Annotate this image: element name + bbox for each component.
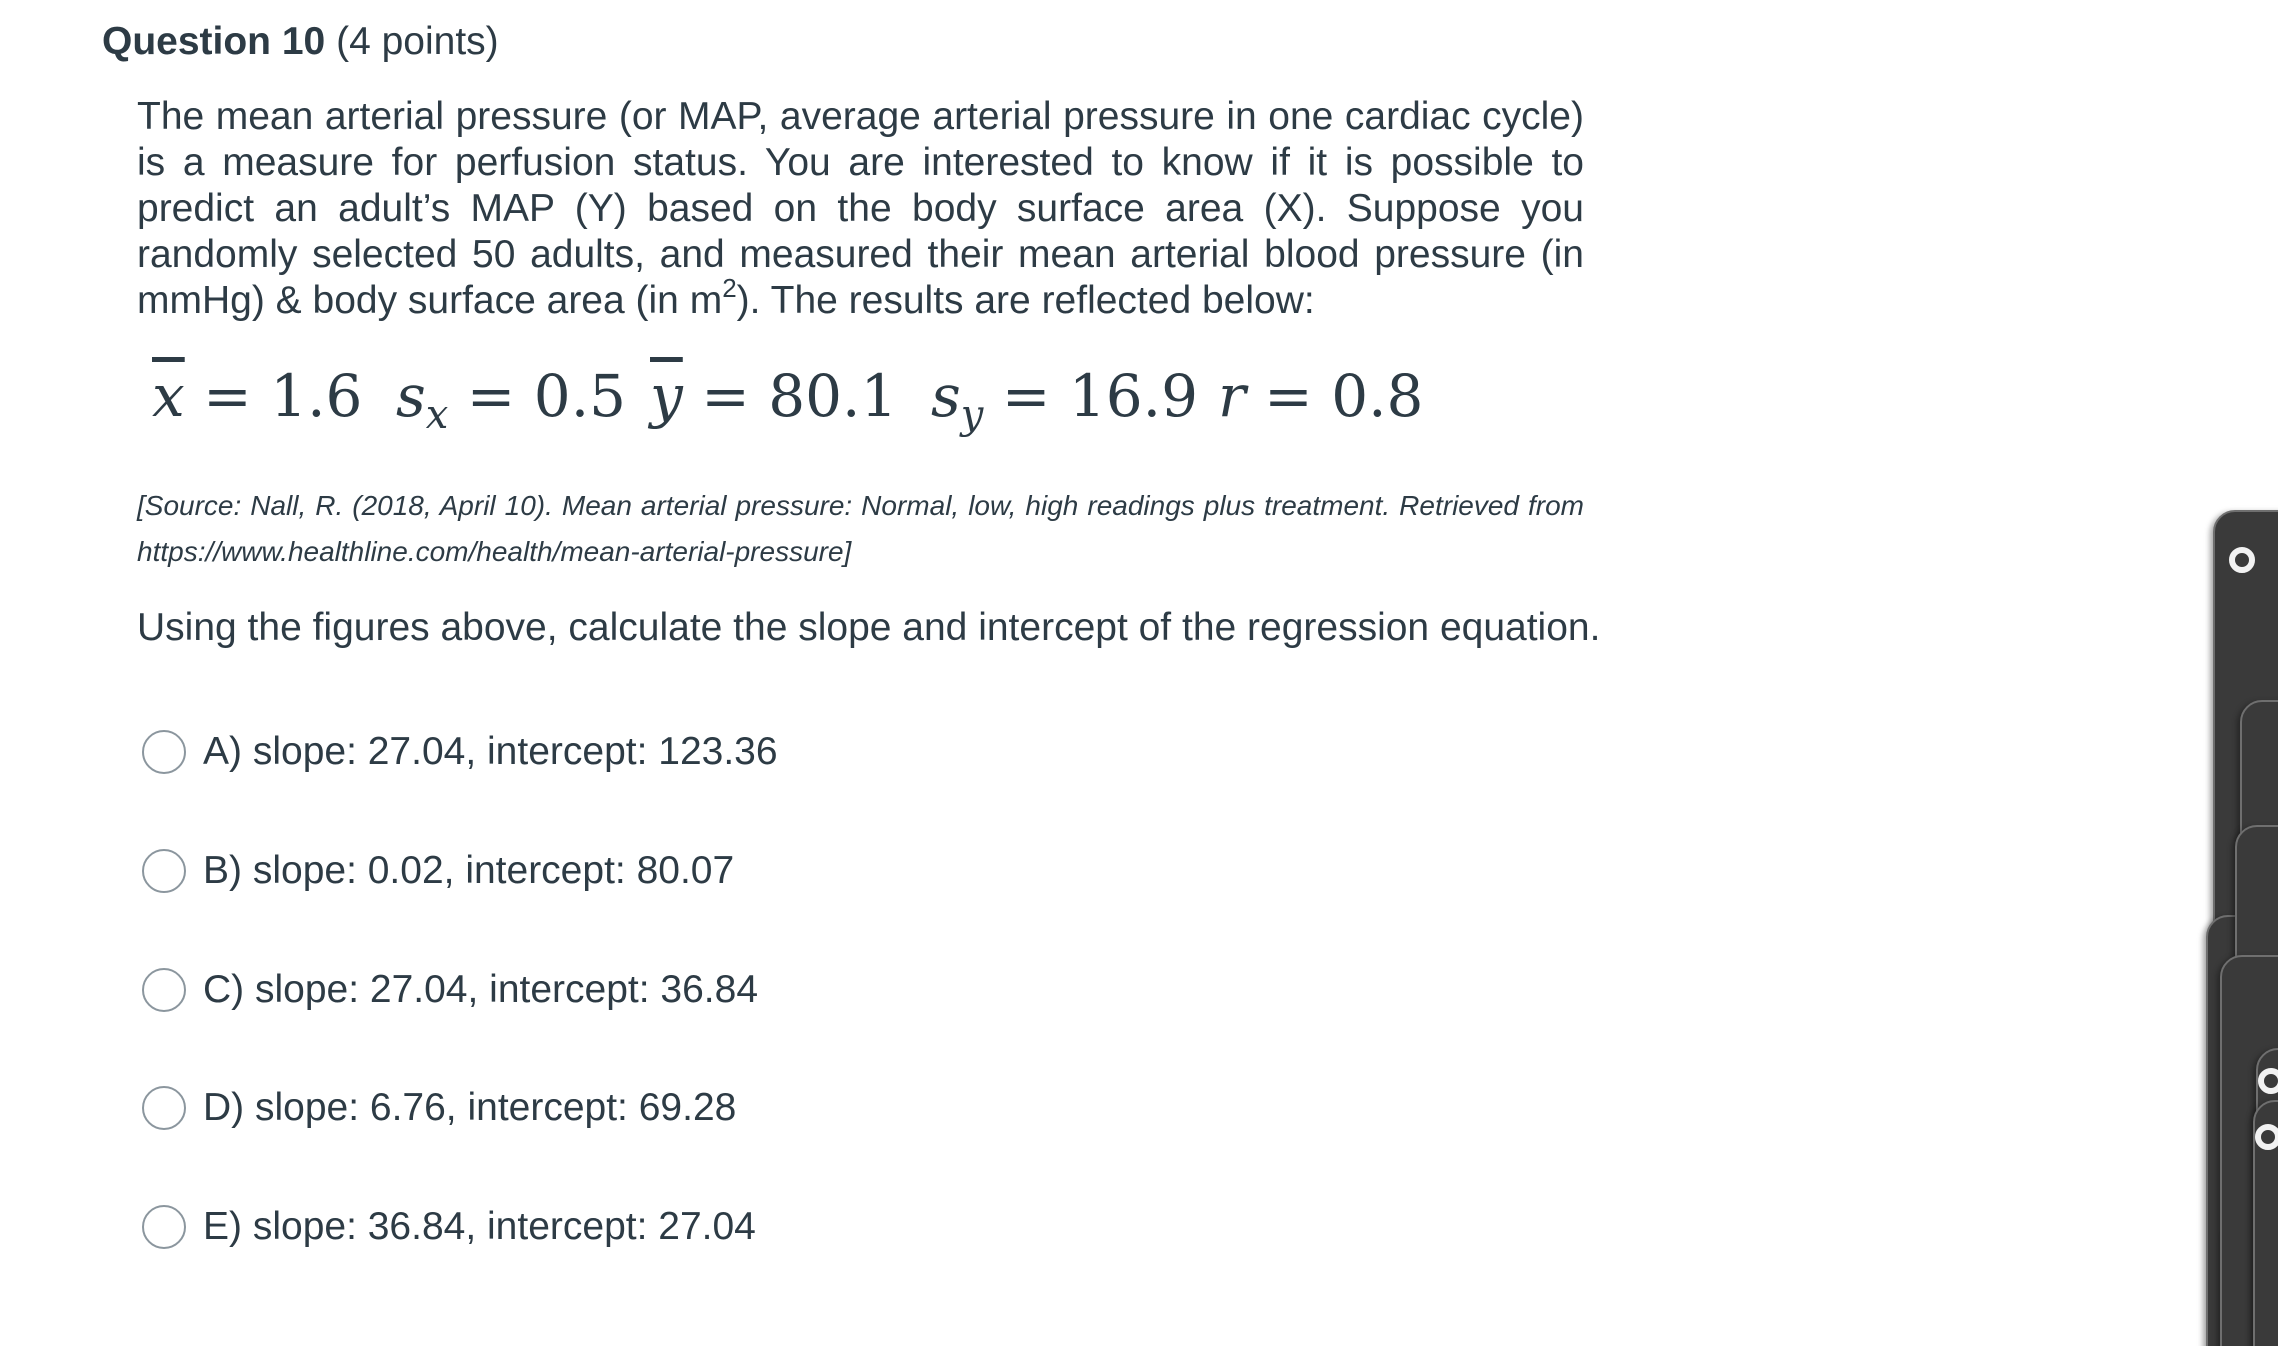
question-points: (4 points)	[336, 20, 499, 63]
sx-term	[396, 362, 627, 438]
squared-superscript: 2	[722, 273, 737, 303]
r-symbol: r	[1218, 362, 1246, 430]
question-title: Question 10	[102, 20, 326, 63]
r-term	[1218, 362, 1423, 430]
stacked-side-panels	[2168, 0, 2278, 1346]
y-bar-term	[650, 362, 897, 430]
question-text	[137, 94, 1584, 324]
sx-value: = 0.5	[466, 362, 627, 430]
answer-label-c[interactable]: C) slope: 27.04, intercept: 36.84	[203, 968, 759, 1011]
radio-button-a[interactable]	[142, 730, 186, 774]
answer-option-b[interactable]	[142, 846, 734, 896]
answer-option-c[interactable]	[142, 965, 758, 1015]
sy-subscript: y	[960, 392, 984, 438]
answer-label-d[interactable]: D) slope: 6.76, intercept: 69.28	[203, 1086, 737, 1129]
answer-option-d[interactable]	[142, 1083, 736, 1133]
sx-symbol: s	[396, 362, 426, 430]
sy-value: = 16.9	[1001, 362, 1198, 430]
y-bar-symbol: $\overline{y}$	[650, 362, 683, 430]
panel-handle-icon[interactable]	[2255, 1124, 2278, 1150]
radio-button-b[interactable]	[142, 849, 186, 893]
y-bar-value: = 80.1	[701, 362, 898, 430]
answer-option-e[interactable]	[142, 1202, 756, 1252]
question-prompt: Using the figures above, calculate the slope and intercept of the regression equation.	[137, 606, 1601, 649]
source-citation: [Source: Nall, R. (2018, April 10). Mean arterial pressure: Normal, low, high readings plus treatment. Retrieved from https://www.healthline.com/health/mean-arterial-pressure]	[137, 490, 1584, 567]
answer-label-b[interactable]: B) slope: 0.02, intercept: 80.07	[203, 849, 735, 892]
x-bar-value: = 1.6	[203, 362, 363, 430]
side-panel[interactable]	[2253, 1100, 2278, 1346]
x-bar-symbol: $\overline{x}$	[152, 362, 185, 430]
radio-button-e[interactable]	[142, 1205, 186, 1249]
sy-term	[931, 362, 1198, 438]
panel-handle-icon[interactable]	[2229, 547, 2255, 573]
r-value: = 0.8	[1264, 362, 1424, 430]
question-text-main: The mean arterial pressure (or MAP, average arterial pressure in one cardiac cycle) is a measure for perfusion status. You are interested to know if it is possible to predict an adult’s MAP (Y) based on the body surface area (X). Suppose you randomly selected 50 adults, and measured their mean arterial blood pressure (in mmHg) & body surface area (in m	[137, 95, 1584, 322]
radio-button-c[interactable]	[142, 968, 186, 1012]
question-text-end: ). The results are reflected below:	[736, 279, 1315, 322]
sy-symbol: s	[931, 362, 961, 430]
panel-handle-icon[interactable]	[2258, 1068, 2278, 1094]
sx-subscript: x	[425, 392, 449, 438]
radio-button-d[interactable]	[142, 1086, 186, 1130]
question-header	[102, 20, 499, 64]
answer-label-a[interactable]: A) slope: 27.04, intercept: 123.36	[203, 730, 778, 773]
x-bar-term	[152, 362, 362, 430]
answer-label-e[interactable]: E) slope: 36.84, intercept: 27.04	[203, 1205, 756, 1248]
answer-option-a[interactable]	[142, 727, 778, 777]
